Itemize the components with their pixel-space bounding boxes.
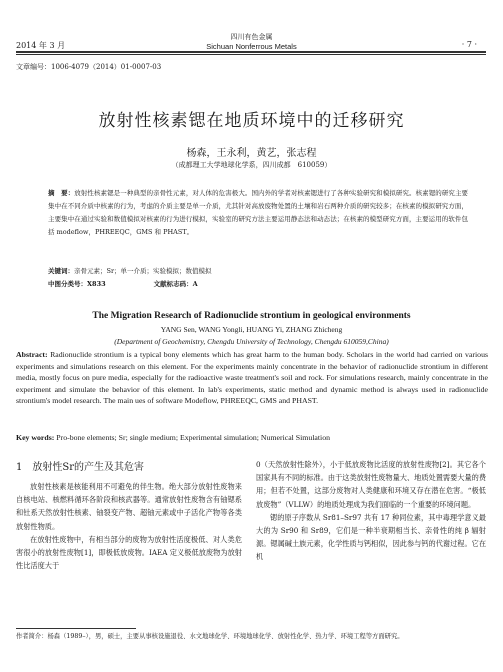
keywords-en-text: Pro-bone elements; Sr; single medium; Experimental simulation; Numerical Simulation — [54, 433, 331, 442]
header-rule-top — [16, 51, 486, 53]
body-paragraph: 在放射性废物中，有相当部分的废物为放射性活度极低、对人类危害很小的放射性废物[1]，即极低放废物。IAEA 定义极低放废物为放射性比活度大于 — [16, 534, 242, 571]
section-1-title: 1 放射性Sr的产生及其危害 — [16, 462, 144, 473]
authors-en: YANG Sen, WANG Yongli, HUANG Yi, ZHANG Zhicheng — [160, 325, 343, 334]
keywords-cn — [48, 265, 468, 277]
body-paragraph: 放射性核素是核能利用不可避免的伴生物。绝大部分放射性废物来自核电站、核燃料循环各阶段和核武器等。通常放射性废物含有铀锶系和钍系天然放射性核素、铀裂变产物、超铀元素或中子活化产物等各类放射性物质。 — [16, 482, 242, 531]
header-journal — [0, 33, 503, 51]
doc-code: 文献标志码：A — [153, 280, 198, 288]
footnote-rule — [16, 628, 136, 629]
abstract-en-text: Radionuclide strontium is a typical bony elements which has great harm to the human body. Scholars in the world had carried on various experiments and simulations research on this element. For the experiments mainly concentrate in the behavior of radionuclide strontium in different media, mostly focus on pure media, especially for the radioactive waste treatment's soil and rock. For simulations research, mainly concentrate in the experiment and simulate the behavior of this element. In lab's experiments, static method and dynamic method is always used in radionuclide strontium's model research. The main ues of software Modeflow, PHREEQC, GMS and PHAST. — [16, 350, 488, 406]
header-rule-bottom — [16, 54, 486, 55]
authors-cn: 杨森，王永利，黄艺，张志程 — [186, 148, 317, 159]
keywords-cn-label: 关键词： — [48, 267, 74, 275]
keywords-en — [16, 432, 488, 444]
keywords-en-label: Key words: — [16, 433, 55, 442]
header-date: 2014 年 3 月 — [16, 41, 66, 50]
body-column-left — [16, 480, 242, 572]
abstract-cn — [48, 187, 468, 239]
title-cn: 放射性核素锶在地质环境中的迁移研究 — [98, 111, 405, 131]
journal-name-cn: 四川有色金属 — [230, 33, 273, 41]
abstract-cn-label: 摘 要： — [48, 189, 75, 197]
journal-name-en: Sichuan Nonferrous Metals — [206, 42, 297, 51]
title-en: The Migration Research of Radionuclide strontium in geological environments — [92, 311, 411, 321]
abstract-en-label: Abstract: — [16, 350, 48, 359]
body-paragraph: 0（天然放射性除外），小于低放废物比活度的放射性废物[2]。其它各个国家具有不同的标准。由于这类放射性废物量大、地质处置需要大量的费用；但若不处置，这部分废物对人类健康和环境又存在潜在危害。“极低放废物”（VLLW）的地质处理成为我们面临的一个重要的环境问题。 — [256, 460, 487, 509]
clc-number: 中图分类号：X833 — [48, 280, 106, 288]
body-paragraph: 锶的原子序数从 Sr81–Sr97 共有 17 种同位素，其中毒理学意义最大的为 Sr90 和 Sr89，它们是一种半衰期相当长、亲骨性的纯 β 辐射源。锶属碱土族元素，化学性质与钙相似，因此参与钙的代谢过程。它在机 — [256, 512, 487, 562]
keywords-cn-text: 亲骨元素；Sr；单一介质；实验模拟；数值模拟 — [74, 267, 212, 275]
abstract-en — [16, 349, 488, 407]
abstract-cn-text: 放射性核素锶是一种典型的亲骨性元素，对人体的危害极大。国内外的学者对核素锶进行了各种实验研究和模拟研究。核素锶的研究主要集中在不同介质中核素的行为，考虑的介质主要是单一介质，尤其针对高放废物处置的土壤和岩石两种介质的研究较多；在核素的模拟研究方面，主要集中在通过实验和数值模拟对核素的行为进行模拟，实验室的研究方法主要运用静态法和动态法；在核素的模型研究方面，主要运用的软件包括 modeflow，PHREEQC，GMS 和 PHAST。 — [48, 189, 469, 236]
article-number: 文章编号：1006-4079（2014）01-0007-03 — [16, 63, 162, 71]
classification-cn — [48, 278, 198, 290]
body-column-right — [256, 458, 486, 564]
affiliation-en: (Department of Geochemistry, Chengdu University of Technology, Chengdu 610059,China) — [114, 337, 389, 346]
affiliation-cn: （成都理工大学地球化学系，四川成都 610059） — [171, 161, 332, 169]
author-footnote: 作者简介：杨森（1989–），男，硕士，主要从事核设施退役、水文地球化学、环境地球化学、放射性化学、热力学、环境工程等方面研究。 — [16, 633, 404, 640]
page-number: · 7 · — [461, 40, 477, 49]
